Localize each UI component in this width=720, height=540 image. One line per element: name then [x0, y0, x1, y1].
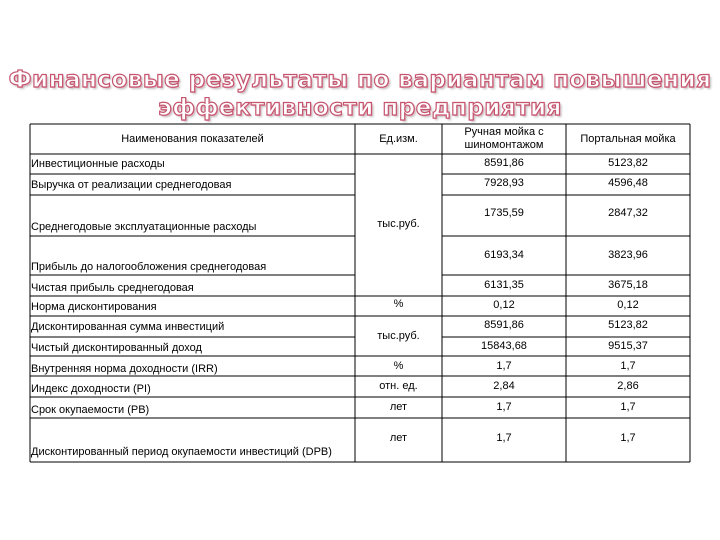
row-name: Дисконтированный период окупаемости инвестиций (DPB)	[31, 446, 332, 458]
value-variant-1: 1,7	[496, 401, 512, 413]
row-name: Норма дисконтирования	[31, 301, 157, 313]
value-variant-1: 2,84	[493, 380, 515, 392]
row-name: Инвестиционные расходы	[31, 158, 165, 170]
unit-relative: отн. ед.	[379, 380, 418, 392]
row-name: Внутренняя норма доходности (IRR)	[31, 363, 218, 375]
header-variant-2: Портальная мойка	[580, 133, 676, 145]
unit-percent: %	[393, 360, 404, 372]
value-variant-2: 3823,96	[608, 249, 648, 261]
value-variant-2: 1,7	[620, 360, 636, 372]
row-name: Чистый дисконтированный доход	[31, 342, 202, 354]
title-line-2: эффективности предприятия	[158, 95, 562, 121]
header-variant-1-line-1: Ручная мойка с	[464, 126, 544, 138]
value-variant-2: 9515,37	[608, 340, 648, 352]
value-variant-1: 15843,68	[481, 340, 527, 352]
row-name: Среднегодовые эксплуатационные расходы	[31, 221, 257, 233]
unit-years: лет	[389, 401, 408, 413]
row-name: Срок окупаемости (PB)	[31, 404, 150, 416]
header-unit: Ед.изм.	[379, 133, 418, 145]
value-variant-2: 3675,18	[608, 279, 648, 291]
row-name: Выручка от реализации среднегодовая	[31, 179, 232, 191]
value-variant-1: 8591,86	[484, 157, 524, 169]
value-variant-1: 1,7	[496, 432, 512, 444]
value-variant-2: 1,7	[620, 401, 636, 413]
value-variant-1: 0,12	[493, 299, 515, 311]
header-variant-1-line-2: шиномонтажом	[464, 139, 544, 151]
value-variant-2: 5123,82	[608, 319, 648, 331]
value-variant-2: 4596,48	[608, 177, 648, 189]
value-variant-1: 6193,34	[484, 249, 524, 261]
row-name: Дисконтированная сумма инвестиций	[31, 321, 225, 333]
value-variant-1: 1735,59	[484, 207, 524, 219]
unit-thousand-rub: тыс.руб.	[377, 330, 420, 342]
value-variant-2: 5123,82	[608, 157, 648, 169]
unit-years: лет	[389, 432, 408, 444]
unit-thousand-rub: тыс.руб.	[377, 218, 420, 230]
value-variant-1: 8591,86	[484, 319, 524, 331]
value-variant-2: 0,12	[617, 299, 639, 311]
row-name: Чистая прибыль среднегодовая	[31, 282, 194, 294]
value-variant-2: 2,86	[617, 380, 639, 392]
row-name: Прибыль до налогообложения среднегодовая	[31, 261, 267, 273]
header-indicator-name: Наименования показателей	[121, 133, 264, 145]
slide-title	[0, 66, 720, 122]
value-variant-2: 2847,32	[608, 207, 648, 219]
value-variant-2: 1,7	[620, 432, 636, 444]
unit-percent: %	[393, 298, 404, 310]
header-variant-1	[442, 126, 566, 152]
value-variant-1: 7928,93	[484, 177, 524, 189]
value-variant-1: 1,7	[496, 360, 512, 372]
row-name: Индекс доходности (PI)	[31, 383, 151, 395]
title-line-1: Финансовые результаты по вариантам повышения	[8, 67, 712, 93]
value-variant-1: 6131,35	[484, 279, 524, 291]
